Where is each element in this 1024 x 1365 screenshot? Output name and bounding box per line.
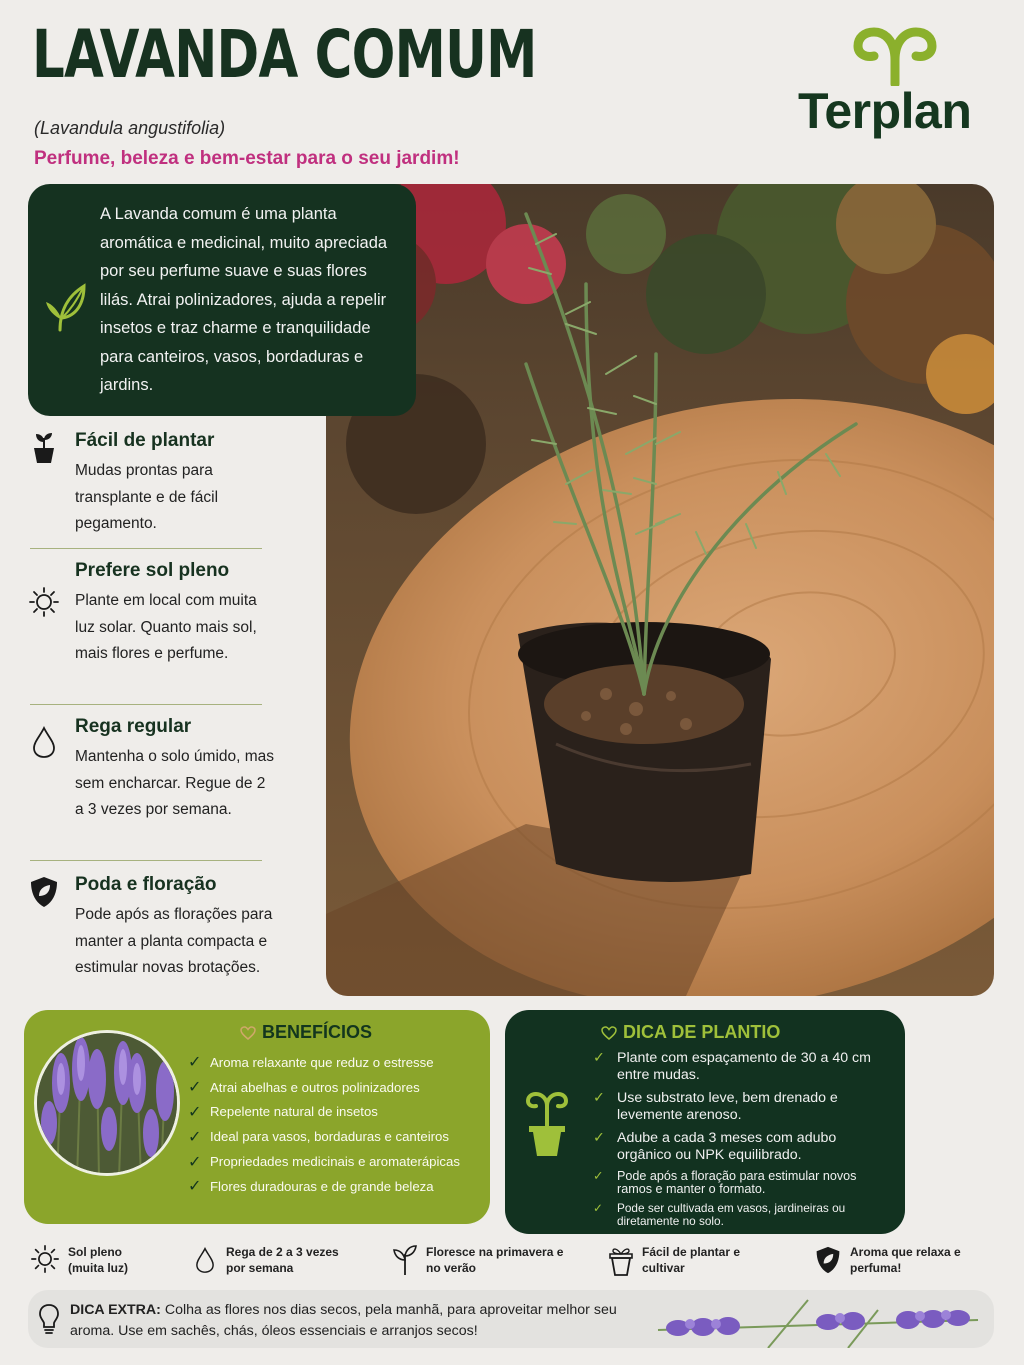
bottom-info-sun: [30, 1244, 148, 1276]
list-item-text: Flores duradouras e de grande beleza: [210, 1178, 434, 1194]
check-icon: ✓: [593, 1130, 605, 1146]
bottom-info-water: [192, 1244, 356, 1276]
logo-text: Terplan: [798, 83, 972, 139]
list-item: [188, 1075, 488, 1100]
bottom-info-easy: [608, 1244, 752, 1276]
sprout-logo-icon: [790, 24, 1000, 86]
lavender-sprigs-image: [648, 1290, 994, 1348]
pot-plant-icon: [28, 432, 60, 464]
check-icon: ✓: [188, 1054, 202, 1072]
list-item: [593, 1170, 893, 1196]
feature-regular-watering: [28, 716, 275, 856]
tagline: Perfume, beleza e bem-estar para o seu jardim!: [34, 148, 460, 169]
check-icon: ✓: [593, 1169, 604, 1183]
intro-box: [28, 184, 416, 416]
list-item-text: Adube a cada 3 meses com adubo orgânico ou NPK equilibrado.: [617, 1130, 837, 1163]
shield-leaf-icon: [28, 876, 60, 908]
extra-tip-body: Colha as flores nos dias secos, pela manhã, para aproveitar melhor seu aroma. Use em sachês, chás, óleos essenciais e arranjos secos!: [70, 1302, 617, 1339]
sprout-icon: [392, 1244, 418, 1276]
list-item-text: Pode após a floração para estimular novos ramos e manter o formato.: [617, 1169, 857, 1196]
feature-title: Prefere sol pleno: [75, 560, 230, 581]
water-drop-icon: [28, 726, 60, 758]
bottom-info-text: Fácil de plantar e cultivar: [642, 1245, 741, 1275]
sprout-pot-icon: [525, 1090, 569, 1158]
check-icon: ✓: [188, 1128, 202, 1146]
tips-title: [601, 1022, 780, 1043]
divider: [30, 860, 262, 861]
feature-text: Pode após as florações para manter a planta compacta e estimular novas brotações.: [75, 906, 273, 976]
terplan-logo: [790, 24, 1000, 144]
feature-easy-planting: [28, 430, 268, 540]
feature-full-sun: [28, 560, 268, 700]
extra-tip-box: [28, 1290, 994, 1348]
list-item: [593, 1202, 893, 1227]
heart-icon: [240, 1026, 256, 1040]
bottom-info-text: Rega de 2 a 3 vezes por semana: [226, 1245, 339, 1275]
lightbulb-icon: [38, 1303, 60, 1335]
tips-title-text: DICA DE PLANTIO: [623, 1022, 781, 1042]
list-item-text: Use substrato leve, bem drenado e levemente arenoso.: [617, 1090, 838, 1123]
scientific-name: (Lavandula angustifolia): [34, 118, 226, 138]
list-item-text: Propriedades medicinais e aromaterápicas: [210, 1154, 460, 1170]
sun-icon: [28, 586, 60, 618]
check-icon: ✓: [593, 1090, 605, 1106]
list-item-text: Repelente natural de insetos: [210, 1104, 378, 1120]
shield-icon: [814, 1244, 842, 1276]
check-icon: ✓: [593, 1201, 603, 1215]
benefits-title-text: BENEFÍCIOS: [262, 1022, 373, 1042]
page-title: LAVANDA COMUM: [32, 16, 537, 93]
list-item: [188, 1149, 488, 1174]
check-icon: ✓: [593, 1050, 605, 1066]
tips-list: [593, 1050, 893, 1233]
feature-title: Fácil de plantar: [75, 430, 215, 451]
feature-title: Rega regular: [75, 716, 192, 737]
feature-text: Plante em local com muita luz solar. Quanto mais sol, mais flores e perfume.: [75, 592, 257, 662]
list-item-text: Plante com espaçamento de 30 a 40 cm entre mudas.: [617, 1050, 871, 1083]
feature-pruning: [28, 874, 273, 1000]
list-item: [188, 1174, 488, 1199]
list-item: [593, 1130, 893, 1164]
benefits-panel: [24, 1010, 490, 1224]
sun-icon: [30, 1244, 60, 1274]
list-item: [188, 1050, 488, 1075]
planting-tips-panel: [505, 1010, 905, 1234]
heart-icon: [601, 1026, 617, 1040]
divider: [30, 704, 262, 705]
extra-tip-text: [70, 1300, 650, 1342]
extra-tip-label: DICA EXTRA:: [70, 1302, 161, 1318]
list-item-text: Ideal para vasos, bordaduras e canteiros: [210, 1129, 449, 1145]
list-item-text: Pode ser cultivada em vasos, jardineiras ou diretamente no solo.: [617, 1201, 846, 1228]
feature-text: Mantenha o solo úmido, mas sem encharcar. Regue de 2 a 3 vezes por semana.: [75, 748, 275, 818]
list-item: [593, 1050, 893, 1084]
water-drop-icon: [192, 1244, 218, 1276]
intro-text: A Lavanda comum é uma planta aromática e medicinal, muito apreciada por seu perfume suave e suas flores lilás. Atrai polinizadores, ajuda a repelir insetos e traz charme e tranquilidade para canteiros, vasos, bordaduras e jardins.: [100, 205, 388, 394]
list-item: [593, 1090, 893, 1124]
bottom-info-flowering: [392, 1244, 566, 1276]
bottom-info-aroma: [814, 1244, 970, 1276]
bottom-info-text: Aroma que relaxa e perfuma!: [850, 1245, 961, 1275]
feature-title: Poda e floração: [75, 874, 217, 895]
check-icon: ✓: [188, 1178, 202, 1196]
leaf-icon: [44, 280, 88, 332]
benefits-title: [240, 1022, 372, 1043]
lavender-photo: [34, 1030, 180, 1176]
list-item-text: Atrai abelhas e outros polinizadores: [210, 1079, 420, 1095]
list-item-text: Aroma relaxante que reduz o estresse: [210, 1054, 434, 1070]
list-item: [188, 1100, 488, 1125]
bottom-info-text: Sol pleno (muita luz): [68, 1245, 128, 1275]
feature-text: Mudas prontas para transplante e de fácil pegamento.: [75, 462, 219, 532]
gift-pot-icon: [608, 1244, 634, 1276]
check-icon: ✓: [188, 1079, 202, 1097]
check-icon: ✓: [188, 1103, 202, 1121]
benefits-list: [188, 1050, 488, 1199]
plant-photo: [326, 184, 994, 996]
bottom-info-text: Floresce na primavera e no verão: [426, 1245, 564, 1275]
divider: [30, 548, 262, 549]
check-icon: ✓: [188, 1153, 202, 1171]
list-item: [188, 1124, 488, 1149]
